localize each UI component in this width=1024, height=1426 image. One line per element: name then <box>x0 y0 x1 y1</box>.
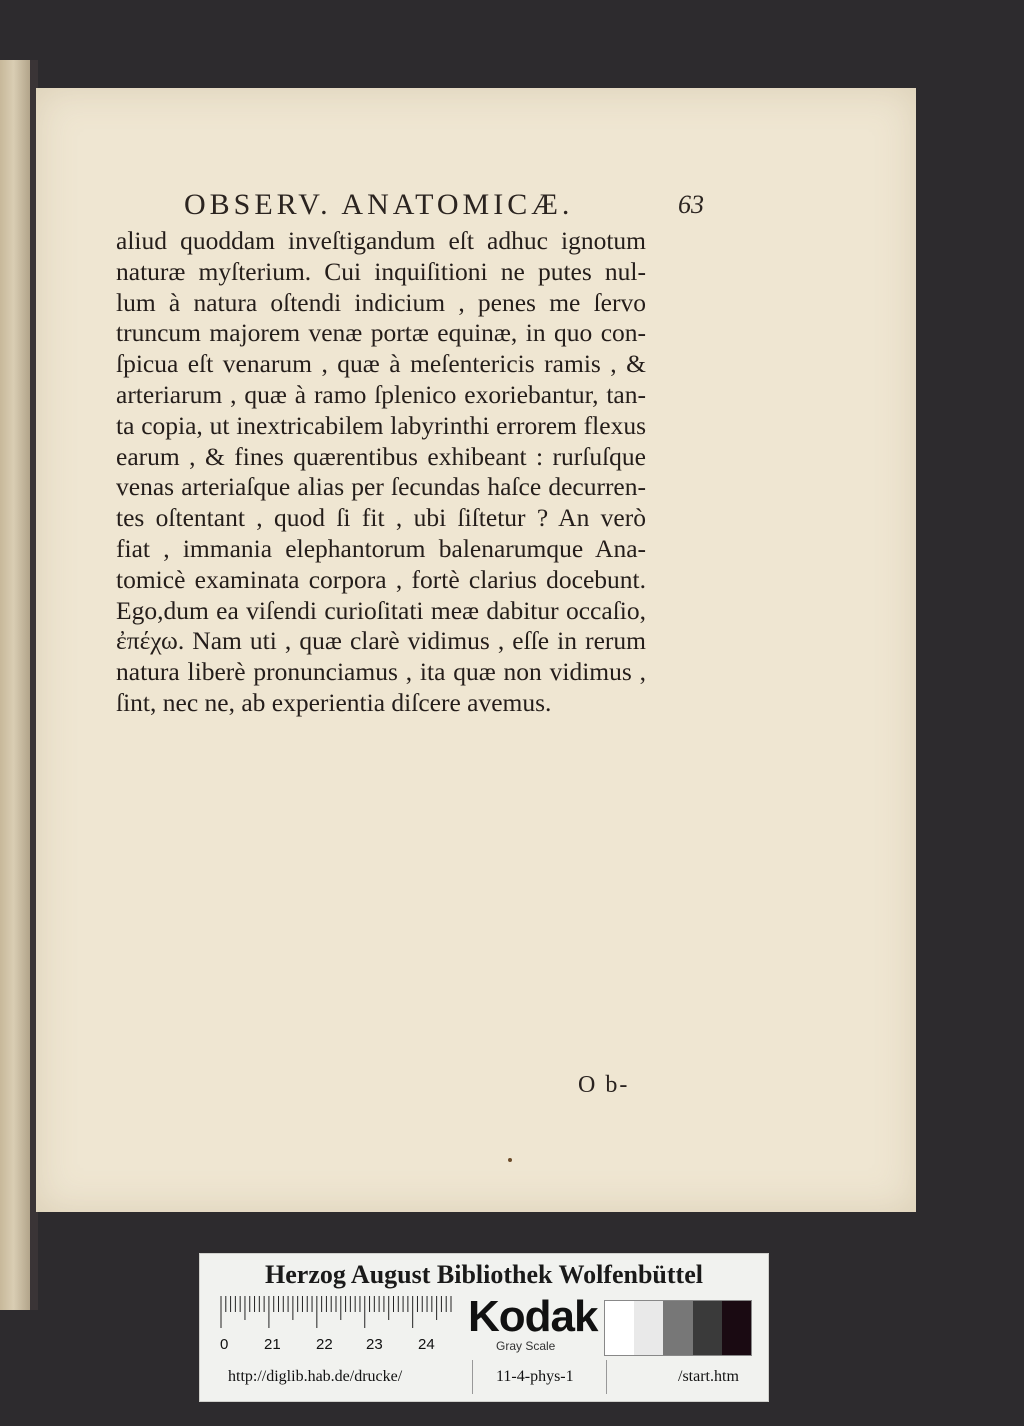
ruler-number: 0 <box>220 1336 229 1353</box>
url-suffix: /start.htm <box>678 1368 739 1385</box>
text-line: natura liberè pronunciamus , ita quæ non vidimus , <box>116 657 646 687</box>
ruler-number: 22 <box>316 1336 333 1353</box>
swatch <box>634 1301 663 1355</box>
text-line: ἐπέχω. Nam uti , quæ clarè vidimus , eſſe in rerum <box>116 626 646 656</box>
text-line: ſint, nec ne, ab experientia diſcere avemus. <box>116 687 552 717</box>
text-line: lum à natura oſtendi indicium , penes me ſervo <box>116 287 646 317</box>
page-number: 63 <box>678 190 704 219</box>
facing-page-edge <box>0 60 34 1310</box>
swatch <box>722 1301 751 1355</box>
gray-scale-caption: Gray Scale <box>496 1339 556 1353</box>
swatch <box>663 1301 692 1355</box>
ruler-number: 24 <box>418 1336 435 1353</box>
institution-name: Herzog August Bibliothek Wolfenbüttel <box>265 1260 703 1289</box>
gray-swatches <box>604 1300 752 1356</box>
divider <box>606 1360 607 1394</box>
swatch <box>605 1301 634 1355</box>
text-line: arteriarum , quæ à ramo ſplenico exoriebantur, tan- <box>116 379 646 409</box>
ruler-numbers <box>220 1336 452 1356</box>
text-line: fiat , immania elephantorum balenarumque Ana- <box>116 533 646 563</box>
text-line: tomicè examinata corpora , fortè clarius docebunt. <box>116 564 646 594</box>
book-page <box>36 88 916 1212</box>
ruler-scale <box>220 1296 452 1330</box>
text-line: venas arteriaſque alias per ſecundas haſce decurren- <box>116 472 646 502</box>
ruler-number: 21 <box>264 1336 281 1353</box>
text-line: ta copia, ut inextricabilem labyrinthi errorem flexus <box>116 410 646 440</box>
color-target-card <box>199 1253 769 1402</box>
divider <box>472 1360 473 1394</box>
text-line: tes oſtentant , quod ſi fit , ubi ſiſtetur ? An verò <box>116 503 646 533</box>
swatch <box>693 1301 722 1355</box>
text-line: Ego,dum ea viſendi curioſitati meæ dabitur occaſio, <box>116 595 646 625</box>
body-text <box>116 226 646 719</box>
url-base: http://diglib.hab.de/drucke/ <box>228 1368 403 1385</box>
text-line: naturæ myſterium. Cui inquiſitioni ne putes nul- <box>116 256 646 286</box>
text-line: earum , & fines quærentibus exhibeant : rurſuſque <box>116 441 646 471</box>
catchword: O b- <box>578 1072 630 1098</box>
text-line: ſpicua eſt venarum , quæ à meſentericis ramis , & <box>116 349 646 379</box>
ruler-number: 23 <box>366 1336 383 1353</box>
ink-speck <box>508 1158 512 1162</box>
text-line: aliud quoddam inveſtigandum eſt adhuc ignotum <box>116 226 646 255</box>
kodak-logo: Kodak <box>468 1292 598 1341</box>
text-line: truncum majorem venæ portæ equinæ, in quo con- <box>116 318 646 348</box>
running-head-title: OBSERV. ANATOMICÆ. <box>184 188 574 221</box>
url-id: 11-4-phys-1 <box>496 1368 574 1385</box>
